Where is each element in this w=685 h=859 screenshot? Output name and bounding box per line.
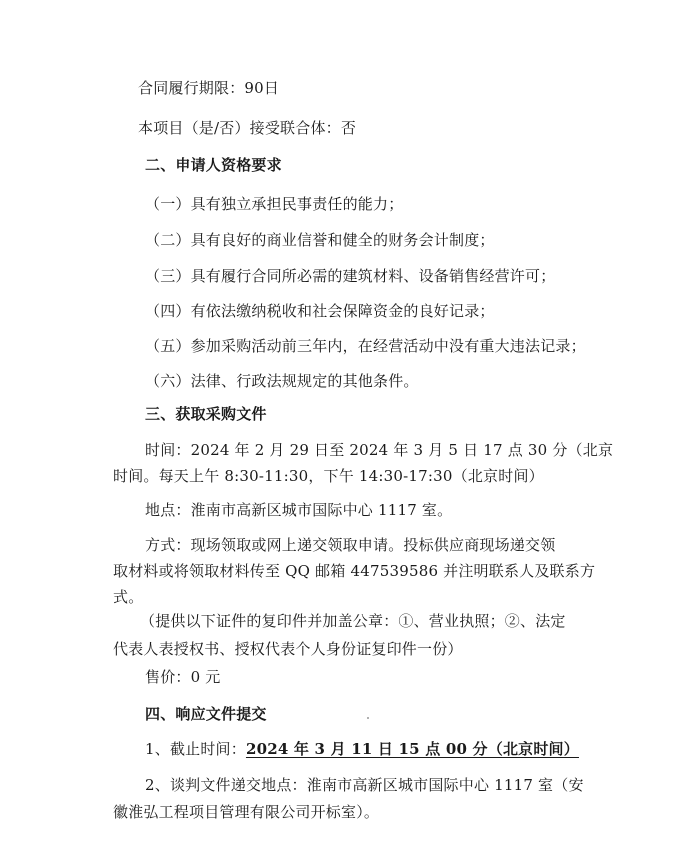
qualification-item-6: （六）法律、行政法规规定的其他条件。 [145, 372, 419, 390]
scan-speck [367, 717, 369, 719]
deadline-prefix: 1、截止时间： [145, 740, 246, 758]
time-line-1: 时间：2024 年 2 月 29 日至 2024 年 3 月 5 日 17 点 30 分（北京 [145, 441, 614, 459]
qualification-item-2: （二）具有良好的商业信誉和健全的财务会计制度； [145, 231, 495, 249]
section3-heading: 三、获取采购文件 [145, 405, 267, 423]
section2-heading: 二、申请人资格要求 [145, 156, 282, 174]
deadline-line [145, 739, 579, 759]
time-line-2: 时间。每天上午 8:30-11:30，下午 14:30-17:30（北京时间） [113, 467, 544, 485]
location-line: 地点：淮南市高新区城市国际中心 1117 室。 [145, 501, 453, 519]
qualification-item-1: （一）具有独立承担民事责任的能力； [145, 195, 404, 213]
submission-place-line-2: 徽淮弘工程项目管理有限公司开标室）。 [113, 803, 380, 821]
docs-line-2: 代表人表授权书、授权代表个人身份证复印件一份） [113, 640, 463, 658]
method-line-2: 取材料或将领取材料传至 QQ 邮箱 447539586 并注明联系人及联系方 [113, 562, 596, 580]
docs-line-1: （提供以下证件的复印件并加盖公章：①、营业执照；②、法定 [140, 612, 566, 630]
qualification-item-5: （五）参加采购活动前三年内，在经营活动中没有重大违法记录； [145, 337, 586, 355]
deadline-value: 2024 年 3 月 11 日 15 点 00 分（北京时间） [245, 740, 579, 758]
method-line-3: 式。 [113, 588, 144, 606]
method-line-1: 方式：现场领取或网上递交领取申请。投标供应商现场递交领 [145, 536, 556, 554]
price-line: 售价：0 元 [145, 668, 221, 686]
qualification-item-4: （四）有依法缴纳税收和社会保障资金的良好记录； [145, 302, 495, 320]
consortium-line: 本项目（是/否）接受联合体：否 [138, 119, 357, 137]
section4-heading: 四、响应文件提交 [145, 705, 267, 723]
contract-period: 合同履行期限：90日 [138, 79, 280, 97]
qualification-item-3: （三）具有履行合同所必需的建筑材料、设备销售经营许可； [145, 267, 556, 285]
submission-place-line-1: 2、谈判文件递交地点：淮南市高新区城市国际中心 1117 室（安 [145, 776, 584, 794]
